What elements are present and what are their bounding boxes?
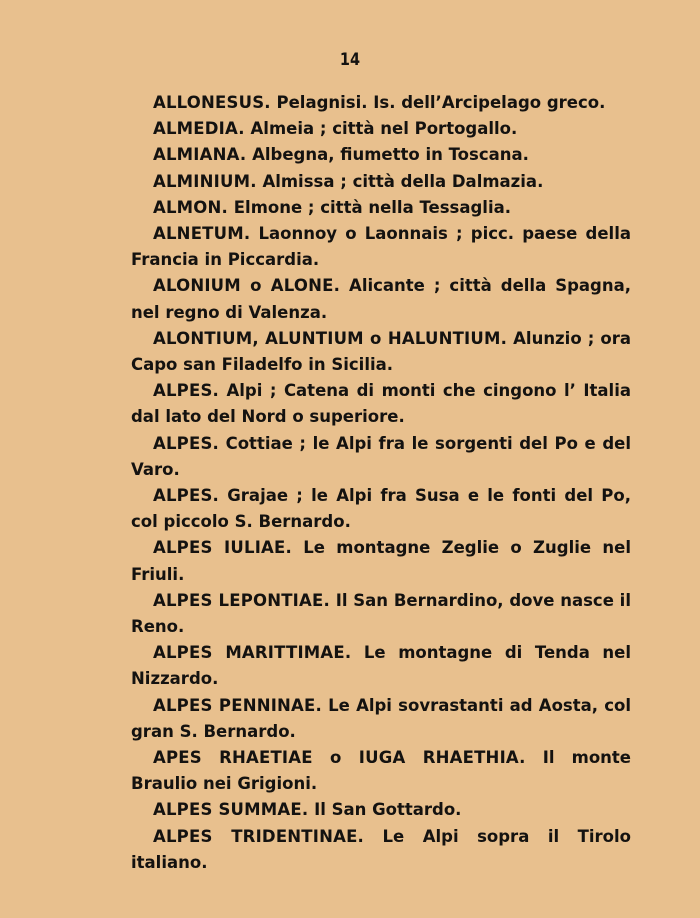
- entry-apes-rhaetiae: [131, 745, 631, 797]
- entry-alonium: [131, 273, 631, 325]
- entry-text: Grajae ; le Alpi fra Susa e le fonti del Po, col piccolo S. Bernardo.: [131, 486, 632, 532]
- entry-text: Elmone ; città nella Tessaglia.: [233, 197, 512, 217]
- entry-text: Almeia ; città nel Portogallo.: [250, 119, 518, 139]
- entry-alpes-penninae: [131, 693, 631, 745]
- entry-text: Le Alpi sopra il Tirolo italiano.: [131, 826, 631, 872]
- entry-alontium: [131, 326, 631, 378]
- entry-text: Le Alpi sovrastanti ad Aosta, col gran S. Bernardo.: [131, 695, 631, 741]
- entry-text: Cottiae ; le Alpi fra le sorgenti del Po e del Varo.: [131, 433, 631, 479]
- entry-text: Almissa ; città della Dalmazia.: [262, 171, 544, 191]
- entry-head: ALPES IULIAE.: [153, 538, 292, 558]
- entry-head: ALPES TRIDENTINAE.: [153, 826, 365, 846]
- entry-head: ALONTIUM, ALUNTIUM o HALUNTIUM.: [153, 328, 508, 348]
- entry-alnetum: [131, 221, 631, 273]
- entry-head: ALPES.: [153, 433, 219, 453]
- entry-text: Alpi ; Catena di monti che cingono l’ Italia dal lato del Nord o superiore.: [131, 381, 631, 427]
- entry-text: Alicante ; città della Spagna, nel regno di Valenza.: [131, 276, 631, 322]
- dictionary-entries: [131, 90, 631, 876]
- entry-allonesus: [131, 90, 631, 116]
- entry-alpes-grajae: [131, 483, 631, 535]
- entry-text: Albegna, fiumetto in Toscana.: [252, 145, 529, 165]
- entry-alpes-cottiae: [131, 431, 631, 483]
- entry-alpes-summae: [131, 797, 631, 823]
- entry-alminium: [131, 169, 631, 195]
- entry-head: ALONIUM o ALONE.: [153, 276, 341, 296]
- entry-alpes-iuliae: [131, 535, 631, 587]
- entry-almiana: [131, 142, 631, 168]
- entry-head: ALPES LEPONTIAE.: [153, 590, 330, 610]
- entry-head: ALPES PENNINAE.: [153, 695, 322, 715]
- entry-text: Il San Bernardino, dove nasce il Reno.: [131, 590, 631, 637]
- entry-text: Le montagne di Tenda nel Nizzardo.: [131, 643, 632, 689]
- entry-head: ALLONESUS.: [153, 93, 271, 112]
- entry-almon: [131, 195, 631, 221]
- entry-head: ALMINIUM.: [153, 171, 257, 191]
- entry-head: ALMON.: [153, 197, 229, 217]
- entry-alpes: [131, 378, 631, 430]
- entry-alpes-lepontiae: [131, 588, 631, 640]
- entry-head: ALNETUM.: [153, 224, 251, 244]
- entry-alpes-marittimae: [131, 640, 631, 692]
- entry-text: Il monte Braulio nei Grigioni.: [131, 748, 631, 794]
- entry-text: Laonnoy o Laonnais ; picc. paese della Francia in Piccardia.: [131, 224, 631, 270]
- entry-head: ALMIANA.: [153, 145, 247, 165]
- entry-text: Pelagnisi. Is. dell’Arcipelago greco.: [276, 93, 606, 112]
- entry-head: APES RHAETIAE o IUGA RHAETHIA.: [153, 748, 526, 768]
- entry-text: Le montagne Zeglie o Zuglie nel Friuli.: [131, 538, 631, 584]
- entry-alpes-tridentinae: [131, 824, 631, 876]
- entry-text: Il San Gottardo.: [314, 800, 462, 820]
- page-number: 14: [339, 50, 361, 70]
- entry-head: ALPES MARITTIMAE.: [153, 643, 352, 663]
- entry-head: ALPES.: [153, 486, 219, 506]
- entry-almedia: [131, 116, 631, 142]
- entry-head: ALPES.: [153, 381, 219, 401]
- entry-head: ALMEDIA.: [153, 119, 245, 139]
- entry-head: ALPES SUMMAE.: [153, 800, 309, 820]
- entry-text: Alunzio ; ora Capo san Filadelfo in Sicilia.: [131, 328, 631, 375]
